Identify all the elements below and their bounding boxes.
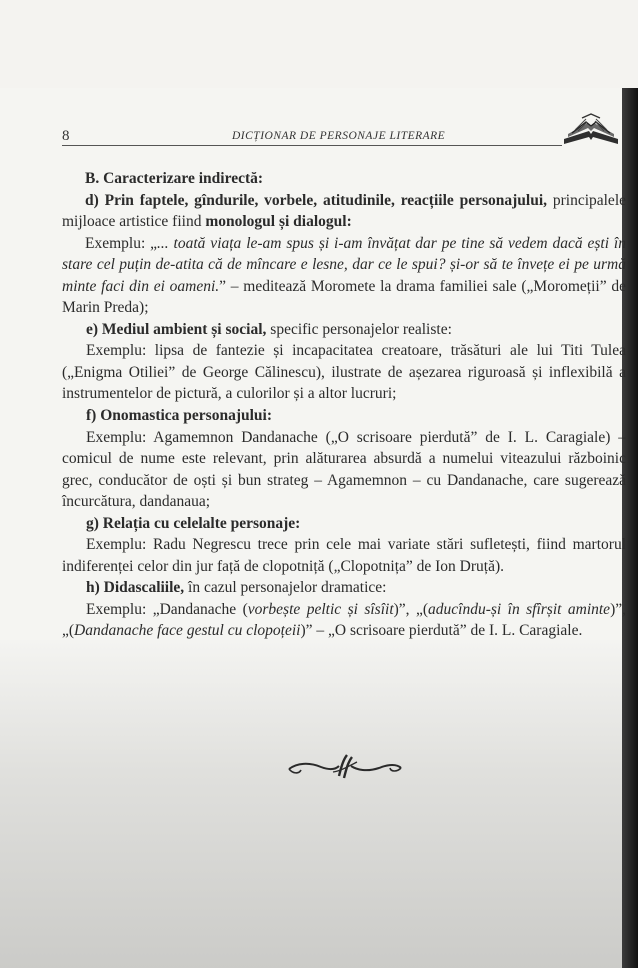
item-f-title: f) Onomastica personajului:: [86, 407, 272, 425]
page-number: 8: [62, 128, 70, 144]
item-g: [62, 513, 626, 535]
running-header: [62, 126, 625, 146]
item-g-example: Exemplu: Radu Negrescu trece prin cele mai variate stări sufletești, fiind martorul indiferenței celor din jur față de clopotniță („Clopotnița” de Ion Druță).: [62, 536, 626, 575]
page-body: [62, 168, 626, 642]
item-d-title: d) Prin faptele, gîndurile, vorbele, atitudinile, reacțiile personajului,: [85, 191, 548, 209]
item-h-title: h) Didascaliile,: [86, 579, 185, 597]
item-e: e) Mediul ambient și social, specific personajelor realiste:: [86, 320, 452, 338]
item-e-example: Exemplu: lipsa de fantezie și incapacitatea creatoare, trăsături ale lui Titi Tulea („Enigma Otiliei” de George Călinescu), ilustrate de așezarea riguroasă și inflexibilă a instrumentelor de pictură, a culorilor și a altor lucruri;: [62, 342, 626, 403]
item-f: [62, 405, 626, 427]
item-h-example: Exemplu: „Dandanache (vorbește peltic și sîsîit)”, „(aducîndu-și în sfîrșit aminte)”, „(Dandanache face gestul cu clopoțeii)” – „O scrisoare pierdută” de I. L. Caragiale.: [62, 600, 626, 640]
open-book-icon: [562, 112, 620, 146]
item-d-example: Exemplu: „... toată viața le-am spus și i-am învățat dar pe tine să vedem dacă ești în stare cel puțin de-atita că de mîncare e lesne, dar ce le spui? și-or să te învețe ei pe urmă minte faci din ei oameni.” – meditează Moromete la drama familiei sale („Moromeții” de Marin Preda);: [62, 234, 626, 317]
item-e-title: e) Mediul ambient și social,: [86, 320, 267, 338]
item-d: d) Prin faptele, gîndurile, vorbele, atitudinile, reacțiile personajului, principalele mijloace artistice fiind monologul și dialogul:: [62, 191, 627, 231]
item-h: h) Didascaliile, în cazul personajelor dramatice:: [86, 579, 387, 597]
page-bleed-through: [0, 640, 622, 968]
item-f-example: Exemplu: Agamemnon Dandanache („O scrisoare pierdută” de I. L. Caragiale) – comicul de nume este relevant, prin alăturarea absurdă a numelui viteazului războinic grec, conducător de oști și bun strateg – Agamemnon – cu Dandanache, care sugerează încurcătura, dandanaua;: [62, 428, 626, 511]
item-g-title: g) Relația cu celelalte personaje:: [86, 514, 301, 532]
flourish-ornament: [285, 752, 405, 782]
header-rule: [62, 145, 562, 146]
section-heading: B. Caracterizare indirectă:: [85, 170, 264, 187]
scan-top-margin: [0, 0, 638, 88]
running-title: DICȚIONAR DE PERSONAJE LITERARE: [232, 130, 446, 142]
